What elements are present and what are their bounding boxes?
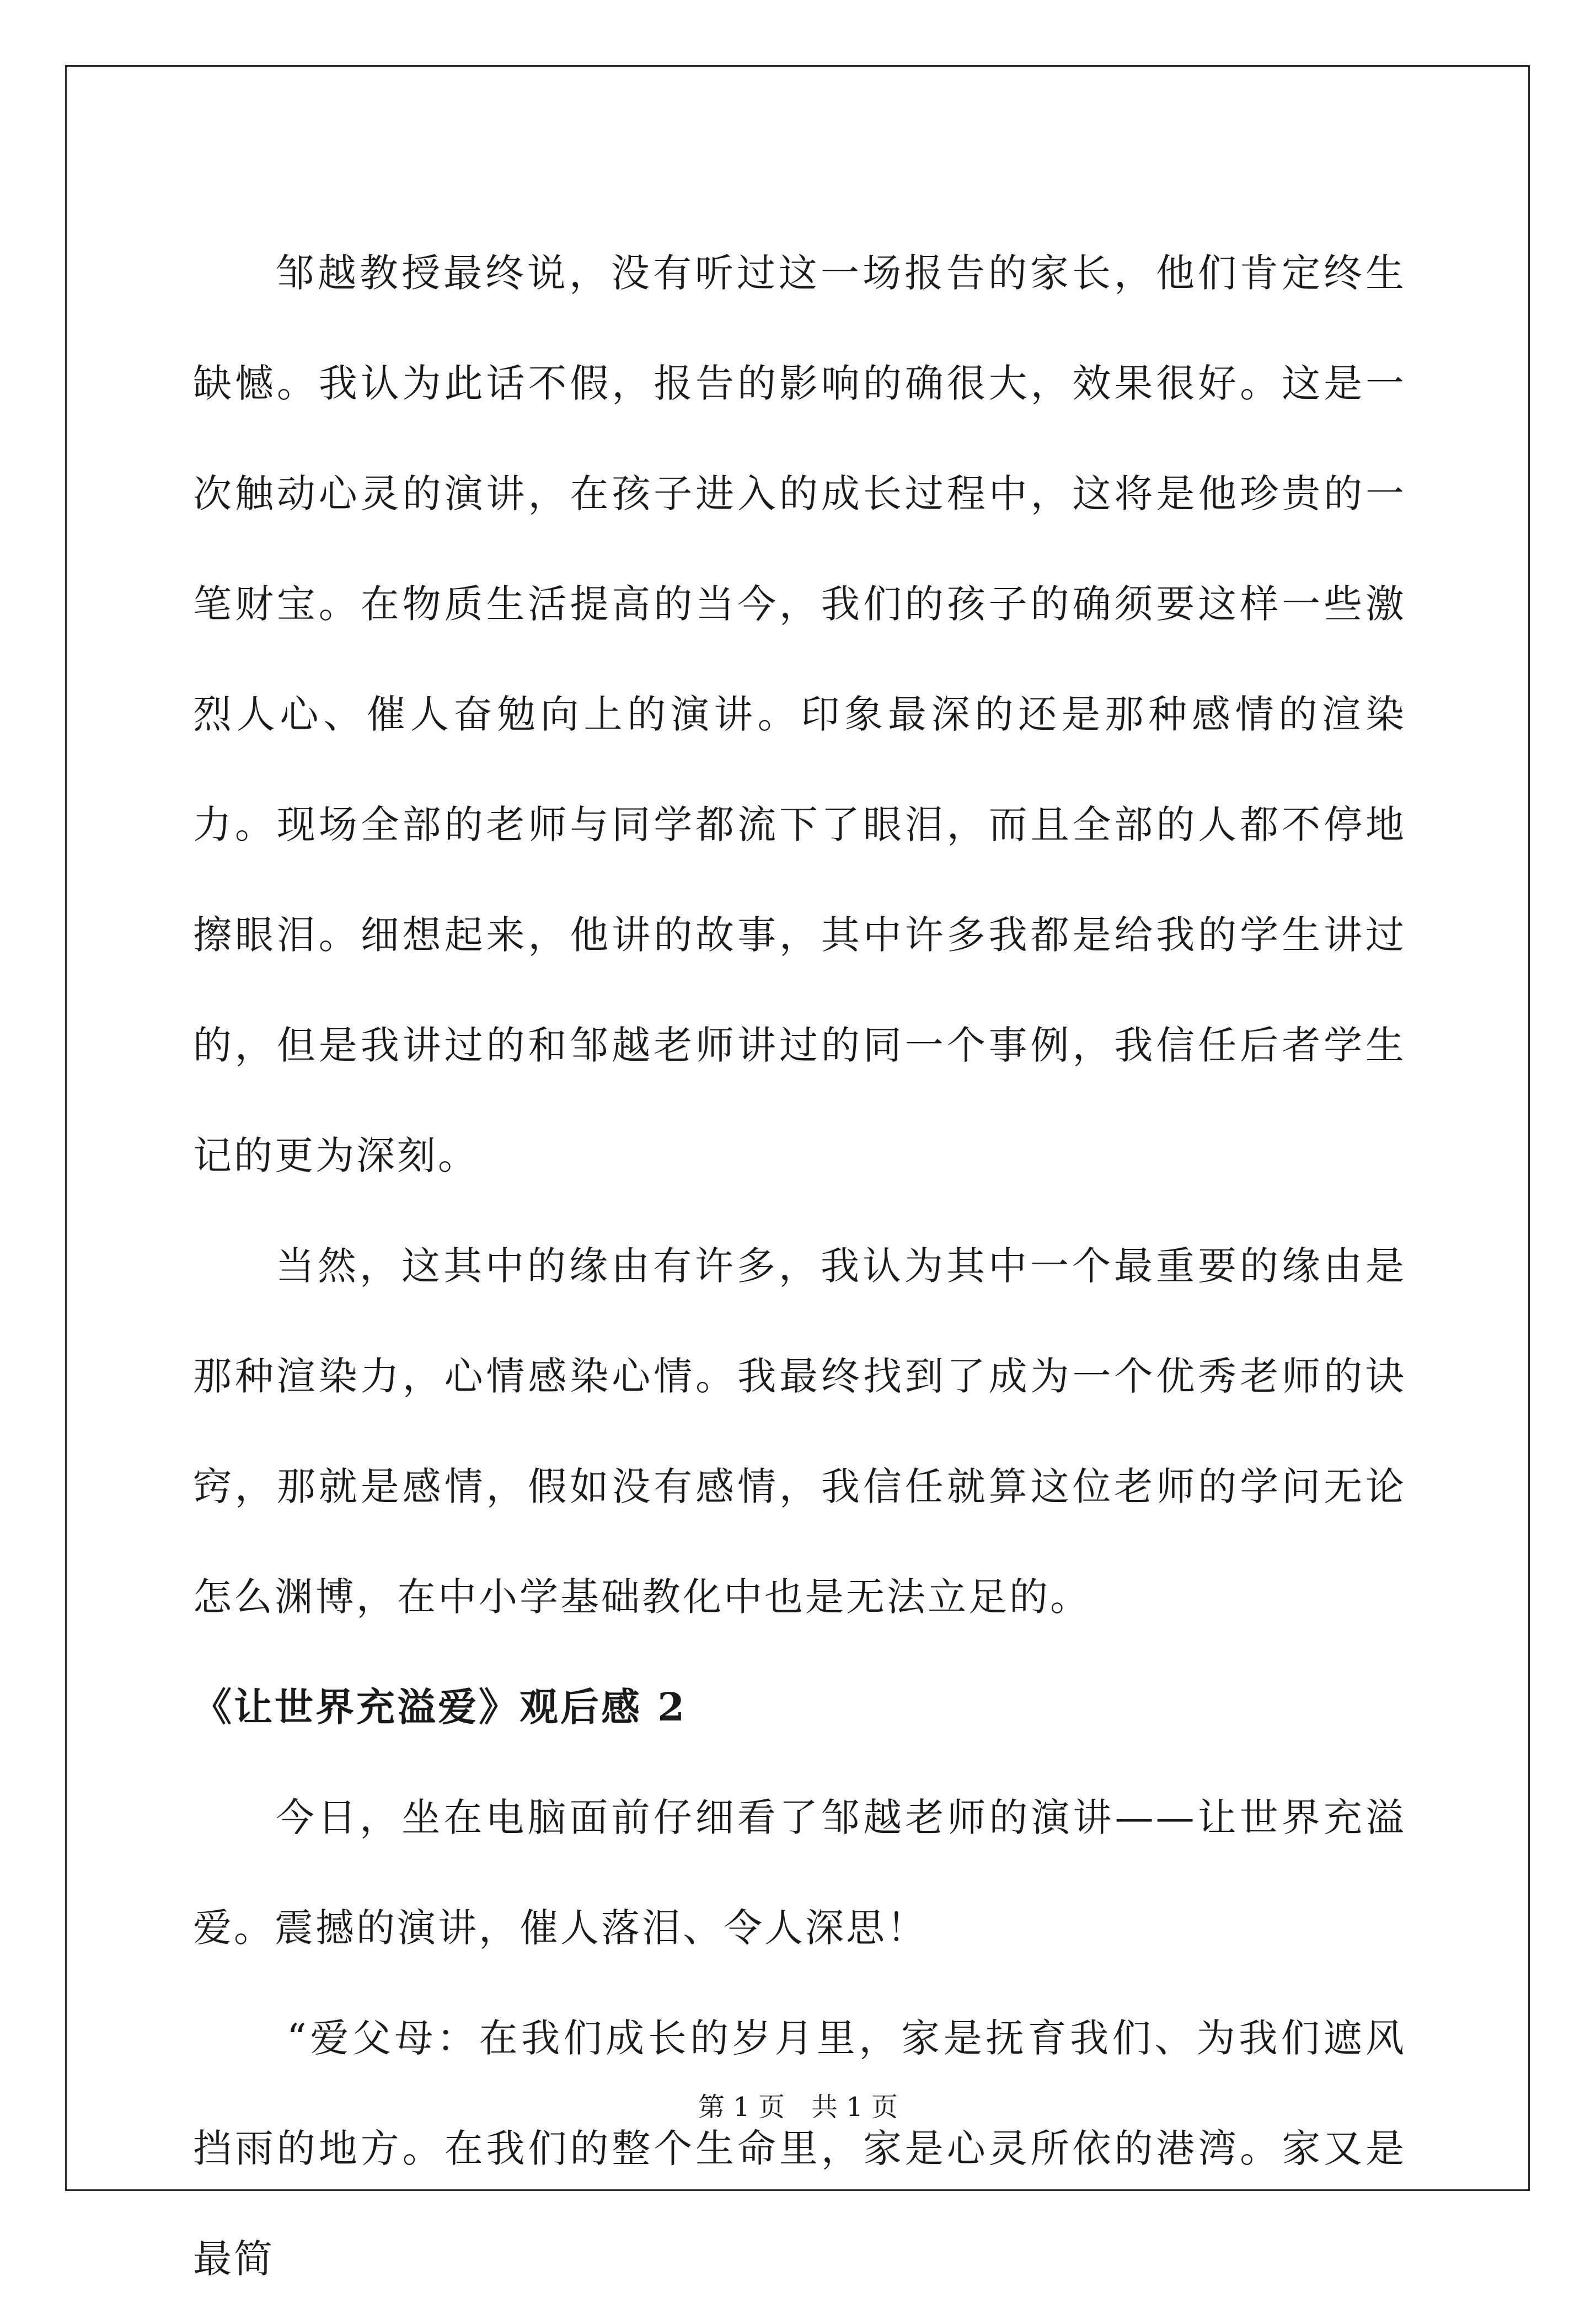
page-total: 共 1 页 [811, 2092, 898, 2123]
paragraph-4: “爱父母：在我们成长的岁月里，家是抚育我们、为我们遮风挡雨的地方。在我们的整个生命里，家是心灵所依的港湾。家又是最简 [193, 2016, 1406, 2281]
section-heading: 《让世界充溢爱》观后感 2 [193, 1684, 687, 1730]
page-footer [0, 2091, 1596, 2124]
paragraph-1: 邹越教授最终说，没有听过这一场报告的家长，他们肯定终生缺憾。我认为此话不假，报告的影响的确很大，效果很好。这是一次触动心灵的演讲，在孩子进入的成长过程中，这将是他珍贵的一笔财宝。在物质生活提高的当今，我们的孩子的确须要这样一些激烈人心、催人奋勉向上的演讲。印象最深的还是那种感情的渲染力。现场全部的老师与同学都流下了眼泪，而且全部的人都不停地擦眼泪。细想起来，他讲的故事，其中许多我都是给我的学生讲过的，但是我讲过的和邹越老师讲过的同一个事例，我信任后者学生记的更为深刻。 [193, 250, 1406, 1178]
document-body [193, 218, 1406, 2314]
page-number: 第 1 页 [698, 2092, 785, 2123]
paragraph-3: 今日，坐在电脑面前仔细看了邹越老师的演讲——让世界充溢爱。震撼的演讲，催人落泪、令人深思！ [193, 1795, 1406, 1950]
paragraph-2: 当然，这其中的缘由有许多，我认为其中一个最重要的缘由是那种渲染力，心情感染心情。我最终找到了成为一个优秀老师的诀窍，那就是感情，假如没有感情，我信任就算这位老师的学问无论怎么渊博，在中小学基础教化中也是无法立足的。 [193, 1243, 1406, 1620]
